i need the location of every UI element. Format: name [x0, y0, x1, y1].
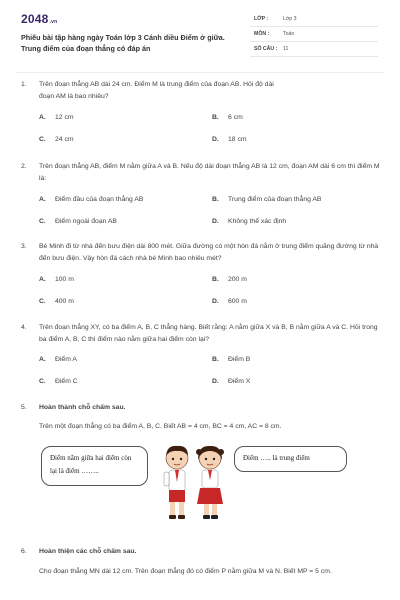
answer-option[interactable]: A. Điểm đầu của đoạn thẳng AB	[39, 196, 144, 203]
info-value: Toán	[283, 31, 295, 37]
speech-bubble-left: Điểm nằm giữa hai điểm còn lại là điểm ……..	[41, 446, 148, 486]
answer-option[interactable]: C. 400 m	[39, 298, 74, 305]
answer-option[interactable]: C. 24 cm	[39, 136, 74, 143]
speech-bubble-right: Điểm ….. là trung điểm	[234, 446, 347, 472]
girl-figure	[196, 446, 224, 519]
answer-option[interactable]: C. Điểm C	[39, 378, 78, 385]
answer-option[interactable]: D. 600 m	[212, 298, 247, 305]
answer-option[interactable]: B. Trung điểm của đoạn thẳng AB	[212, 196, 322, 203]
children-illustration	[155, 440, 235, 525]
question-number: 2.	[21, 163, 27, 170]
question-text: Bé Minh đi từ nhà đến bưu điện dài 800 mét. Giữa đường có một hòn đá nằm ở trung điểm quãng đường từ nhà đến bưu điện. Vậy hòn đá cách nhà bé Minh bao nhiêu mét?	[39, 243, 379, 262]
worksheet-title: Phiếu bài tập hàng ngày Toán lớp 3 Cánh diều Điểm ở giữa. Trung điểm của đoạn thẳng có đáp án	[21, 33, 225, 53]
answer-option[interactable]: C. Điểm ngoài đoạn AB	[39, 218, 117, 225]
question-number: 1.	[21, 81, 27, 88]
question-number: 4.	[21, 324, 27, 331]
answer-option[interactable]: D. Điểm X	[212, 378, 251, 385]
question-text: Hoàn thiện các chỗ chấm sau.	[39, 548, 137, 555]
answer-option[interactable]: B. Điểm B	[212, 356, 251, 363]
info-value: Lớp 3	[283, 16, 297, 22]
info-label: LỚP :	[254, 16, 269, 22]
question-subtext: Trên một đoạn thẳng có ba điểm A, B, C. Biết AB = 4 cm, BC = 4 cm, AC = 8 cm.	[39, 423, 282, 430]
answer-option[interactable]: A. 12 cm	[39, 114, 74, 121]
question-number: 6.	[21, 548, 27, 555]
info-row-count	[250, 42, 378, 57]
question-number: 5.	[21, 404, 27, 411]
answer-option[interactable]: B. 200 m	[212, 276, 247, 283]
header-divider	[16, 72, 384, 73]
answer-option[interactable]: A. Điểm A	[39, 356, 77, 363]
info-label: MÔN :	[254, 31, 270, 37]
boy-figure	[164, 446, 188, 519]
answer-option[interactable]: D. Không thể xác định	[212, 218, 287, 225]
question-text: Trên đoạn thẳng AB, điểm M nằm giữa A và B. Nếu độ dài đoạn thẳng AB là 12 cm, đoạn AM dài 6 cm thì điểm M là:	[39, 163, 380, 182]
info-row-class	[250, 12, 378, 27]
logo-text: 2048	[21, 12, 49, 26]
answer-option[interactable]: A. 100 m	[39, 276, 74, 283]
question-number: 3.	[21, 243, 27, 250]
logo-suffix: .vn	[49, 19, 58, 25]
info-box	[250, 12, 378, 57]
worksheet-header	[0, 0, 400, 68]
question-text: Trên đoạn thẳng AB dài 24 cm. Điểm M là trung điểm của đoạn AB. Hỏi độ dài đoạn AM là bao nhiêu?	[39, 81, 274, 100]
info-value: 11	[283, 46, 289, 52]
question-text: Hoàn thành chỗ chấm sau.	[39, 404, 126, 411]
answer-option[interactable]: B. 6 cm	[212, 114, 243, 121]
site-logo[interactable]	[21, 12, 57, 26]
question-text: Trên đoạn thẳng XY, có ba điểm A, B, C thẳng hàng. Biết rằng: A nằm giữa X và B, B nằm giữa A và C. Hỏi trong ba điểm A, B, C thì điểm nào nằm giữa hai điểm còn lại?	[39, 324, 378, 343]
info-row-subject	[250, 27, 378, 42]
answer-option[interactable]: D. 18 cm	[212, 136, 247, 143]
info-label: SỐ CÂU :	[254, 46, 278, 52]
question-subtext: Cho đoạn thẳng MN dài 12 cm. Trên đoạn thẳng đó có điểm P nằm giữa M và N. Biết MP = 5 cm.	[39, 568, 332, 575]
